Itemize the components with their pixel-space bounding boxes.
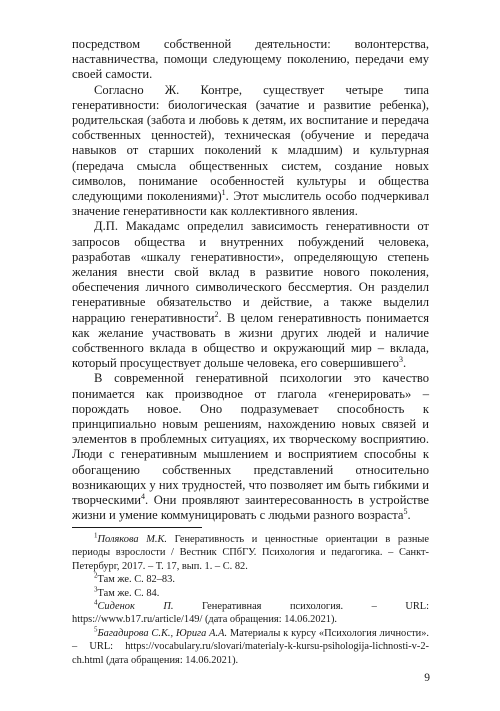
paragraph-text: Д.П. Макадамс определил зависимость генеративности от запросов общества и внутренних побуждений человека, разработав «шкалу генеративности», определяющую степень желания внести свой вклад в развитие нового поколения, обеспечения личного символического бессмертия. Он разделил генеративные обязательство и действие, а также выделил наррацию генеративности <box>72 219 429 325</box>
paragraph-text: . В целом генеративность понимается как желание участвовать в жизни других людей и наличие собственного вклада в общество и окружающий мир – вклада, который просуществует дольше человека, его совершившего <box>72 310 429 371</box>
footnote-author: Сиденок П. <box>97 601 174 613</box>
footnote-author: Полякова М.К. <box>97 534 167 545</box>
footnote-text[interactable]: Материалы к курсу «Психология личности». – URL: https://vocabulary.ru/slovari/materialy-k-kursu-psihologija-lichnosti-v-2-ch.html (дата обращения: 14.06.2021). <box>72 627 430 666</box>
footnote-ref[interactable]: 2 <box>214 309 219 319</box>
footnote-ref[interactable]: 4 <box>141 491 146 501</box>
footnote-number: 2 <box>94 571 98 580</box>
paragraph-text: Согласно Ж. Контре, существует четыре типа генеративности: биологическая (зачатие и развитие ребенка), родительская (забота и любовь к детям, их воспитание и передача собственных ценностей), техническая (обучение и передача навыков от старших поколений к младшим) и культурная (передача смысла общественных систем, создание новых символов, понимание особенностей культуры и общества следующими поколениями) <box>72 82 429 204</box>
paragraph-text: . <box>407 508 411 523</box>
main-text <box>72 37 429 524</box>
paragraph-text: посредством собственной деятельности: волонтерства, наставничества, помощи следующему поколению, передачи ему своей самости. <box>72 37 429 82</box>
footnote-number: 1 <box>94 531 98 540</box>
paragraph-1 <box>72 37 429 83</box>
footnote-number: 4 <box>94 598 98 607</box>
paragraph-text: В современной генеративной психологии это качество понимается как производное от глагола «генерировать» – порождать новое. Оно подразумевает способность к принципиально новым решениям, нахождению новых связей и элементов в проблемных ситуациях, их творческому восприятию. Люди с генеративным мышлением и восприятием способны к обогащению собственных представлений относительно возникающих у них трудностей, что позволяет им быть гибкими и творческими <box>72 371 429 508</box>
footnote-3 <box>72 587 429 600</box>
paragraph-text: . <box>402 356 407 371</box>
footnote-text[interactable]: Генеративная психология. – URL: https://www.b17.ru/article/149/ (дата обращения: 14.06.2021). <box>72 601 430 626</box>
footnote-text: Генеративность и ценностные ориентации в разные периоды взрослости / Вестник СПбГУ. Психология и педагогика. – Санкт-Петербург, 2017. – Т. 17, вып. 1. – С. 82. <box>72 534 429 572</box>
footnote-4 <box>72 600 429 627</box>
page-number: 9 <box>424 672 430 684</box>
footnote-ref[interactable]: 1 <box>221 187 226 197</box>
footnotes <box>72 533 429 667</box>
footnote-1 <box>72 533 429 573</box>
footnote-text: Там же. С. 84. <box>97 587 160 599</box>
footnote-ref[interactable]: 5 <box>403 507 408 517</box>
paragraph-4 <box>72 371 429 523</box>
paragraph-2 <box>72 83 429 220</box>
paragraph-3 <box>72 219 429 371</box>
footnote-author: Багадирова С.К., Юрига А.А. <box>97 627 228 639</box>
footnote-ref[interactable]: 3 <box>398 355 403 365</box>
footnote-number: 5 <box>94 625 98 634</box>
footnote-5 <box>72 627 429 667</box>
footnote-number: 3 <box>94 585 98 594</box>
footnote-text: Там же. С. 82–83. <box>97 574 175 586</box>
footnote-separator <box>72 527 202 528</box>
paragraph-text: . Этот мыслитель особо подчеркивал значение генеративности как коллективного явления. <box>72 189 429 219</box>
paragraph-text: . Они проявляют заинтересованность в устройстве жизни и умение коммуницировать с людьми разного возраста <box>72 493 429 523</box>
footnote-2 <box>72 573 429 586</box>
